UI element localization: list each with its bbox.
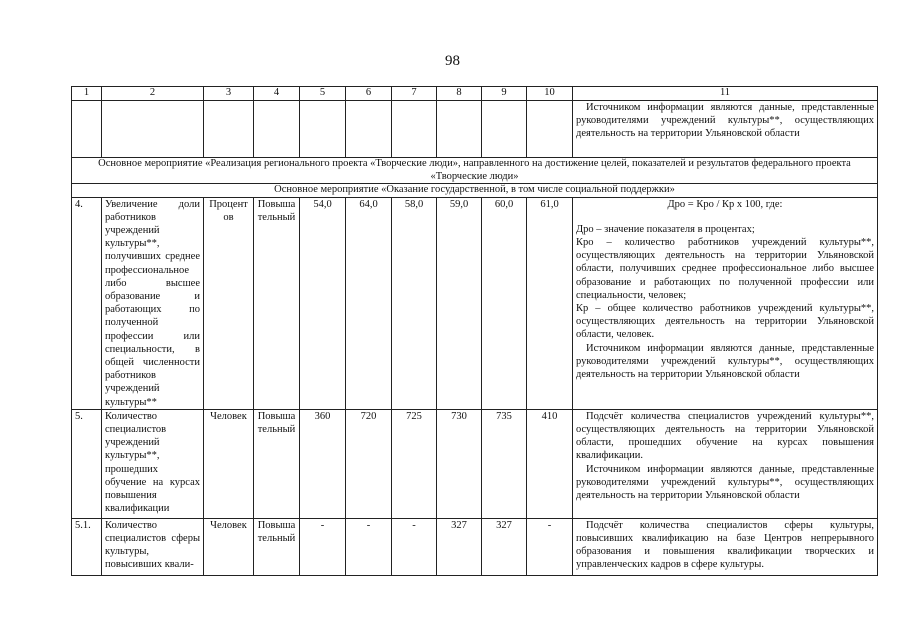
indicator-name: Количество специалистов сферы культуры, повысивших квали-	[102, 518, 204, 575]
header-cell: 11	[573, 87, 878, 101]
unit-cell: Человек	[204, 409, 254, 518]
value-cell: -	[300, 518, 346, 575]
page-number: 98	[445, 53, 460, 69]
header-cell: 9	[482, 87, 527, 101]
method-text: Дро – значение показателя в процентах;	[576, 223, 755, 235]
indicator-name: Количество специалистов учреждений культуры**, прошедших обучение на курсах повышения квалификации	[102, 409, 204, 518]
header-cell: 1	[72, 87, 102, 101]
method-text: Кр – общее количество работников учреждений культуры**, осуществляющих деятельность на территории Ульяновской области, человек.	[576, 302, 874, 341]
direction-cell: Повышательный	[254, 518, 300, 575]
section-row	[72, 184, 878, 198]
row-number: 5.1.	[72, 518, 102, 575]
header-cell: 7	[392, 87, 437, 101]
value-cell: 54,0	[300, 197, 346, 409]
value-cell: 360	[300, 409, 346, 518]
header-cell: 3	[204, 87, 254, 101]
value-cell: 58,0	[392, 197, 437, 409]
section-row	[72, 158, 878, 184]
value-cell: 725	[392, 409, 437, 518]
indicators-table	[71, 86, 878, 576]
row-number: 4.	[72, 197, 102, 409]
value-cell: 735	[482, 409, 527, 518]
header-cell: 6	[346, 87, 392, 101]
table-row	[72, 409, 878, 518]
value-cell: 720	[346, 409, 392, 518]
method-text: Источником информации являются данные, представленные руководителями учреждений культуры**, осуществляющих деятельность на территории Ульяновской области	[576, 342, 874, 380]
value-cell: 410	[527, 409, 573, 518]
value-cell: 61,0	[527, 197, 573, 409]
section-heading: Основное мероприятие «Реализация регионального проекта «Творческие люди», направленного на достижение целей, показателей и результатов федерального проекта «Творческие люди»	[72, 158, 878, 184]
section-heading: Основное мероприятие «Оказание государственной, в том числе социальной поддержки»	[72, 184, 878, 198]
value-cell: 327	[437, 518, 482, 575]
value-cell: 730	[437, 409, 482, 518]
table-row	[72, 101, 878, 158]
unit-cell: Человек	[204, 518, 254, 575]
method-cell	[573, 518, 878, 575]
value-cell: -	[527, 518, 573, 575]
method-text: Подсчёт количества специалистов учреждений культуры**, осуществляющих деятельность на территории Ульяновской области, прошедших обучение на курсах повышения квалификации.	[576, 410, 874, 462]
method-text: Источником информации являются данные, представленные руководителями учреждений культуры**, осуществляющих деятельность на территории Ульяновской области	[576, 463, 874, 501]
value-cell: 60,0	[482, 197, 527, 409]
value-cell: 64,0	[346, 197, 392, 409]
unit-cell: Процентов	[204, 197, 254, 409]
header-cell: 5	[300, 87, 346, 101]
direction-cell: Повышательный	[254, 409, 300, 518]
header-cell: 4	[254, 87, 300, 101]
header-cell: 10	[527, 87, 573, 101]
value-cell: -	[346, 518, 392, 575]
method-text: Кро – количество работников учреждений культуры**, осуществляющих деятельность на территории Ульяновской области, получивших среднее профессиональное либо высшее образование и работающих по полученной профессии или специальности, человек;	[576, 236, 874, 301]
row-number: 5.	[72, 409, 102, 518]
header-cell: 2	[102, 87, 204, 101]
method-text: Подсчёт количества специалистов сферы культуры, повысивших квалификацию на базе Центров непрерывного образования и повышения квалификации творческих и управленческих кадров в сфере культуры.	[576, 519, 874, 571]
value-cell: 59,0	[437, 197, 482, 409]
value-cell: 327	[482, 518, 527, 575]
value-cell: -	[392, 518, 437, 575]
header-row	[72, 87, 878, 101]
method-cell	[573, 197, 878, 409]
source-info-cell: Источником информации являются данные, представленные руководителями учреждений культуры**, осуществляющих деятельность на территории Ульяновской области	[573, 101, 878, 158]
table-row	[72, 518, 878, 575]
method-cell	[573, 409, 878, 518]
table-row	[72, 197, 878, 409]
direction-cell: Повышательный	[254, 197, 300, 409]
formula: Дро = Кро / Кр х 100, где:	[667, 198, 783, 210]
indicator-name: Увеличение доли работников учреждений культуры**, получивших среднее профессиональное либо высшее образование и работающих по полученной профессии или специальности, в общей численности работников учреждений культуры**	[102, 197, 204, 409]
header-cell: 8	[437, 87, 482, 101]
